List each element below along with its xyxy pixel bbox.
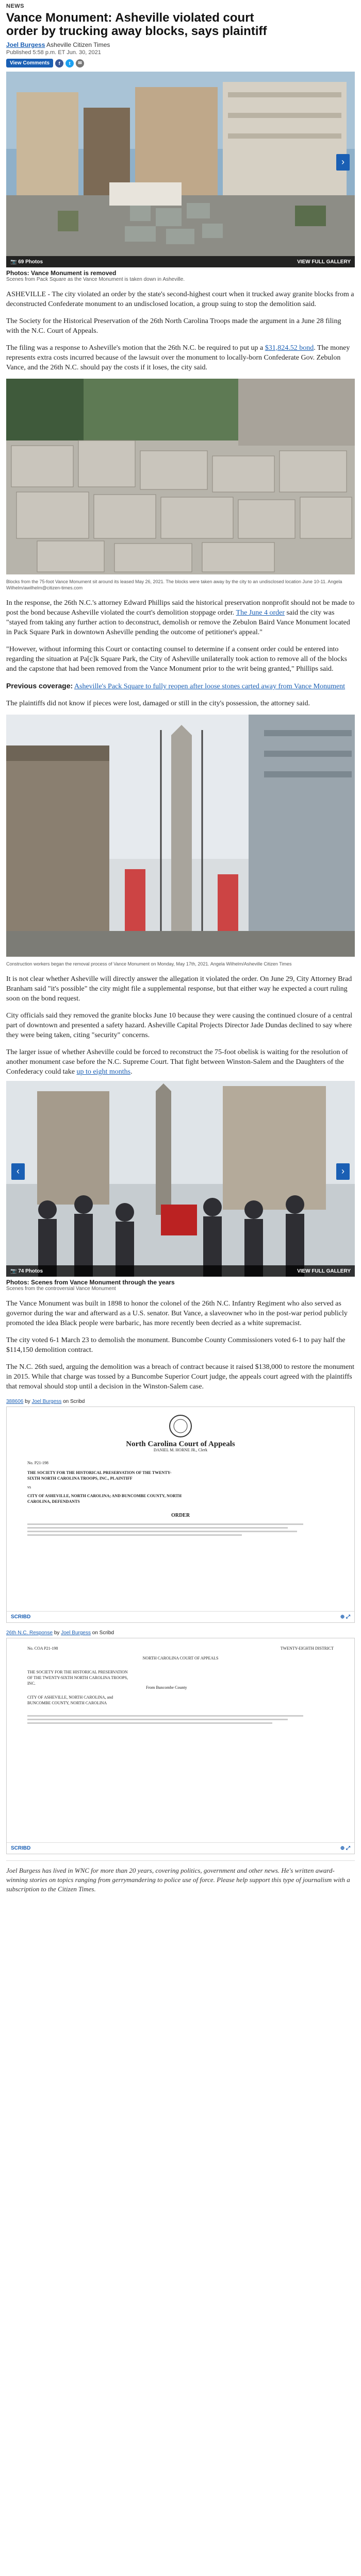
gallery-bar xyxy=(6,256,355,267)
gallery-subtitle: Scenes from Pack Square as the Vance Monument is taken down in Asheville. xyxy=(6,277,185,282)
view-comments-button[interactable]: View Comments xyxy=(6,59,53,67)
scribd-doc-link[interactable]: 388606 xyxy=(6,1399,24,1404)
zoom-icon[interactable]: ⊕ xyxy=(340,1845,346,1851)
section-label[interactable]: NEWS xyxy=(6,3,24,9)
author-link[interactable]: Joel Burgess xyxy=(6,41,45,48)
eight-months-link[interactable]: up to eight months xyxy=(76,1068,131,1076)
photo-obelisk xyxy=(6,715,355,967)
text: The filing was a response to Asheville's motion that the 26th N.C. be required to put up a xyxy=(6,344,265,352)
camera-icon: 📷 xyxy=(10,259,19,265)
gallery-title: Photos: Scenes from Vance Monument through the years xyxy=(6,1279,175,1286)
photo-gallery-2[interactable] xyxy=(6,1081,355,1277)
gallery-photo-ceremony xyxy=(6,1081,355,1277)
doc-number: No. COA P21-198 xyxy=(27,1646,58,1651)
doc-caption xyxy=(27,1669,334,1706)
previous-coverage xyxy=(6,681,355,691)
scribd-embed-header xyxy=(6,1630,355,1636)
photo-gallery-1[interactable] xyxy=(6,72,355,267)
scribd-controls xyxy=(340,1614,350,1620)
photo-blocks xyxy=(6,379,355,591)
photo-caption: Construction workers began the removal process of Vance Monument on Monday, May 17th, 2021. Angela Wilhelm/Asheville Citizen Times xyxy=(6,961,292,967)
photo-count xyxy=(10,1268,43,1274)
organization: Asheville Citizen Times xyxy=(46,41,110,48)
paragraph xyxy=(6,343,355,372)
gallery-prev-button[interactable]: ‹ xyxy=(11,1163,25,1180)
fullscreen-icon[interactable]: ⤢ xyxy=(346,1845,350,1851)
doc-from: From Buncombe County xyxy=(146,1685,187,1690)
document-sheet xyxy=(7,1638,354,1731)
photo-caption: Blocks from the 75-foot Vance Monument sit around its leased May 26, 2021. The blocks were taken away by the city to an undisclosed location June 10-11. Angela Wilhelm/awilhelm@citizen-times.com xyxy=(6,579,342,590)
paragraph: City officials said they removed the granite blocks June 10 because they were causing the continued closure of a central part of downtown and presented a safety hazard. Asheville Capital Projects Director Jade Dundas declined to say where they were being taken, citing "security" concerns. xyxy=(6,1012,353,1039)
view-full-gallery-link[interactable]: VIEW FULL GALLERY xyxy=(297,1268,351,1274)
doc-plaintiff: THE SOCIETY FOR THE HISTORICAL PRESERVATION OF THE TWENTY-SIXTH NORTH CAROLINA TROOPS, INC. xyxy=(27,1670,128,1686)
text: by xyxy=(23,1399,32,1404)
paragraph: The Vance Monument was built in 1898 to honor the colonel of the 26th N.C. Infantry Regiment who also served as governor during the war and afterward as a U.S. senator. But Vance, a slaveowner who in the post-war period publicly promoted the idea Black people were barbaric, has more recently been decried as a white supremacist. xyxy=(6,1300,348,1327)
text: said the city was "stayed from taking any further action to deconstruct, demolish or remove the Zebulon Baird Vance Monument located in Pack Square Park in downtown Asheville pending the outcome of petitioner's appeal." xyxy=(6,609,350,636)
scribd-toolbar xyxy=(7,1611,354,1622)
text: . The money represents extra costs incurred because of the lawsuit over the monument to locally-born Confederate Gov. Zebulon Vance, and the 26th N.C. should pay the costs if it loses, the city said. xyxy=(6,344,350,371)
view-full-gallery-link[interactable]: VIEW FULL GALLERY xyxy=(297,259,351,265)
scribd-embed-header xyxy=(6,1399,355,1404)
document-sheet xyxy=(7,1407,354,1543)
paragraph: The city voted 6-1 March 23 to demolish the monument. Buncombe County Commissioners voted 6-1 to pay half the $114,150 demolition contract. xyxy=(6,1336,346,1354)
facebook-icon[interactable]: f xyxy=(55,59,63,67)
plaintiff: THE SOCIETY FOR THE HISTORICAL PRESERVATION OF THE TWENTY-SIXTH NORTH CAROLINA TROOPS, INC., PLAINTIFF xyxy=(27,1470,172,1481)
email-icon[interactable]: ✉ xyxy=(76,59,84,67)
paragraph: ASHEVILLE - The city violated an order by the state's second-highest court when it trucked away granite blocks from a deconstructed Confederate monument to an undisclosed location, a group suing to stop the demolition said. xyxy=(6,291,354,308)
paragraph: The Society for the Historical Preservation of the 26th North Carolina Troops made the argument in a June 28 filing with the N.C. Court of Appeals. xyxy=(6,317,341,335)
headline: Vance Monument: Asheville violated court order by trucking away blocks, says plaintiff xyxy=(6,11,267,38)
court-title: North Carolina Court of Appeals xyxy=(126,1440,235,1448)
gallery-next-button[interactable]: › xyxy=(336,1163,350,1180)
paragraph xyxy=(6,1047,355,1077)
scribd-toolbar xyxy=(7,1842,354,1854)
scribd-doc-link[interactable]: 26th N.C. Response xyxy=(6,1630,53,1636)
doc-defendants: CITY OF ASHEVILLE, NORTH CAROLINA, and BUNCOMBE COUNTY, NORTH CAROLINA xyxy=(27,1695,113,1705)
photo-count xyxy=(10,259,43,265)
text: . xyxy=(130,1068,133,1076)
previous-coverage-link[interactable]: Asheville's Pack Square to fully reopen after loose stones carted away from Vance Monument xyxy=(74,683,346,690)
byline xyxy=(6,41,355,48)
scribd-logo[interactable]: SCRIBD xyxy=(11,1845,31,1851)
text: The larger issue of whether Asheville could be forced to reconstruct the 75-foot obelisk is waiting for the resolution of another monument case before the N.C. Supreme Court. That fight between Winston-Salem and the Daughters of the Confederacy could take xyxy=(6,1048,348,1076)
paragraph: It is not clear whether Asheville will directly answer the allegation it violated the order. On June 29, City Attorney Brad Branham said "it's possible" the city might file a supplemental response, but that either way he expected a court ruling soon on the bond request. xyxy=(6,975,352,1003)
publish-date: Published 5:58 p.m. ET Jun. 30, 2021 xyxy=(6,49,101,56)
text: on Scribd xyxy=(61,1399,85,1404)
paragraph: "However, without informing this Court or contacting counsel to determine if a consent order could be entered into regarding the situation at Pa[c]k Square Park, the City of Asheville unilaterally took action to remove all of the blocks and the capstone that had been removed from the Vance Monument prior to the writ being granted," Phillips said. xyxy=(6,646,347,673)
defendants: CITY OF ASHEVILLE, NORTH CAROLINA; AND BUNCOMBE COUNTY, NORTH CAROLINA, DEFENDANTS xyxy=(27,1494,182,1504)
zoom-icon[interactable]: ⊕ xyxy=(340,1614,346,1620)
twitter-icon[interactable]: t xyxy=(65,59,74,67)
versus: vs xyxy=(27,1485,31,1489)
blocks-image xyxy=(6,379,355,574)
text: In the response, the 26th N.C.'s attorney Edward Phillips said the historical preservation nonprofit should not be made to post the bond because Asheville violated the court's demolition stoppage order. xyxy=(6,599,355,617)
doc-header-row xyxy=(27,1646,334,1651)
paragraph xyxy=(6,598,355,637)
case-number: No. P21-198 xyxy=(27,1461,48,1465)
gallery-next-button[interactable]: › xyxy=(336,154,350,171)
june-4-order-link[interactable]: The June 4 order xyxy=(236,609,285,617)
camera-icon: 📷 xyxy=(10,1268,19,1274)
photo-count-label: 69 Photos xyxy=(18,259,43,265)
doc-court: NORTH CAROLINA COURT OF APPEALS xyxy=(142,1656,219,1660)
paragraph: The plaintiffs did not know if pieces were lost, damaged or still in the city's possession, the attorney said. xyxy=(6,700,310,707)
text: on Scribd xyxy=(91,1630,114,1636)
photo-count-label: 74 Photos xyxy=(18,1268,43,1274)
author-bio: Joel Burgess has lived in WNC for more than 20 years, covering politics, government and other news. He's written award-winning stories on topics ranging from gerrymandering to police use of force. Please help support this type of journalism with a subscription to the Citizen Times. xyxy=(6,1860,355,1894)
gallery-subtitle: Scenes from the controversial Vance Monument xyxy=(6,1286,116,1292)
gallery-photo-plaza xyxy=(6,72,355,267)
share-toolbar xyxy=(6,59,355,67)
court-clerk: DANIEL M. HORNE JR., Clerk xyxy=(153,1448,208,1452)
scribd-logo[interactable]: SCRIBD xyxy=(11,1614,31,1620)
bond-link[interactable]: $31,824.52 bond xyxy=(265,344,314,352)
obelisk-image xyxy=(6,715,355,957)
scribd-author-link[interactable]: Joel Burgess xyxy=(31,1399,62,1404)
scribd-controls xyxy=(340,1845,350,1851)
scribd-embed-response[interactable] xyxy=(6,1638,355,1854)
gallery-title: Photos: Vance Monument is removed xyxy=(6,269,117,277)
scribd-embed-court-order[interactable] xyxy=(6,1406,355,1623)
gallery-bar xyxy=(6,1265,355,1277)
fullscreen-icon[interactable]: ⤢ xyxy=(346,1614,350,1620)
order-title: ORDER xyxy=(171,1513,190,1518)
text: by xyxy=(53,1630,61,1636)
doc-district: TWENTY-EIGHTH DISTRICT xyxy=(280,1646,334,1651)
paragraph: The N.C. 26th sued, arguing the demolition was a breach of contract because it raised $138,000 to restore the monument in 2015. While that charge was tossed by a Buncombe Superior Court judge, the appeals court agreed with the plaintiffs that removal should stop until a decision in the Winston-Salem case. xyxy=(6,1363,355,1391)
scribd-author-link[interactable]: Joel Burgess xyxy=(61,1630,91,1636)
doc-parties xyxy=(27,1669,130,1706)
previous-coverage-label: Previous coverage: xyxy=(6,682,73,690)
court-seal-icon xyxy=(27,1414,334,1439)
